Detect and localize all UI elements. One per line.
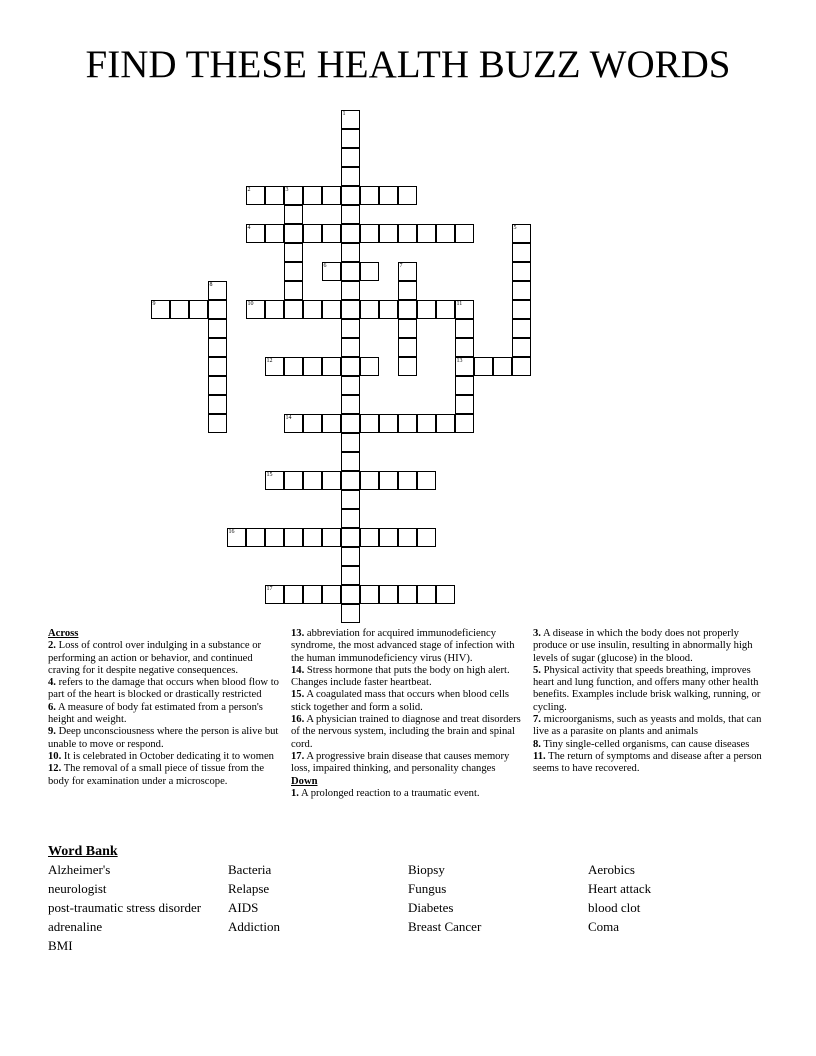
word-bank-item: Aerobics bbox=[588, 862, 635, 877]
crossword-cell[interactable] bbox=[303, 471, 322, 490]
cell-number: 1 bbox=[342, 110, 346, 117]
crossword-cell[interactable] bbox=[398, 262, 417, 281]
clue-number: 17. bbox=[291, 750, 305, 762]
crossword-cell[interactable] bbox=[322, 471, 341, 490]
clue-text: A disease in which the body does not properly produce or use insulin, resulting in abnormally high levels of sugar (glucose) in the blood. bbox=[533, 628, 753, 664]
crossword-cell[interactable] bbox=[379, 471, 398, 490]
page-title: FIND THESE HEALTH BUZZ WORDS bbox=[85, 43, 731, 86]
cell-number: 13 bbox=[456, 357, 463, 364]
crossword-cell[interactable] bbox=[398, 585, 417, 604]
crossword-cell[interactable] bbox=[398, 471, 417, 490]
crossword-cell[interactable] bbox=[208, 300, 227, 319]
word-bank-item: Heart attack bbox=[588, 881, 652, 896]
crossword-cell[interactable] bbox=[284, 357, 303, 376]
down-clue bbox=[533, 628, 768, 665]
crossword-cell[interactable] bbox=[284, 205, 303, 224]
crossword-cell[interactable] bbox=[360, 262, 379, 281]
word-bank-item: Biopsy bbox=[408, 862, 445, 877]
crossword-cell[interactable] bbox=[303, 528, 322, 547]
word-bank-item: Bacteria bbox=[228, 862, 272, 877]
crossword-cell[interactable] bbox=[493, 357, 512, 376]
down-clue bbox=[533, 739, 768, 751]
crossword-cell[interactable] bbox=[284, 224, 303, 243]
clue-text: microorganisms, such as yeasts and molds, that can live as a parasite on plants and animals bbox=[533, 714, 762, 738]
word-bank-item: Breast Cancer bbox=[408, 919, 482, 934]
word-bank-item: Diabetes bbox=[408, 900, 454, 915]
crossword-cell[interactable] bbox=[398, 414, 417, 433]
crossword-cell[interactable] bbox=[341, 243, 360, 262]
word-bank-item: Relapse bbox=[228, 881, 270, 896]
cell-number: 17 bbox=[266, 585, 273, 592]
clue-number: 12. bbox=[48, 763, 62, 775]
crossword-cell[interactable] bbox=[436, 300, 455, 319]
clue-number: 15. bbox=[291, 689, 305, 701]
clue-text: It is celebrated in October dedicating it to women bbox=[61, 750, 274, 762]
crossword-cell[interactable] bbox=[341, 338, 360, 357]
word-bank-item: Addiction bbox=[228, 919, 280, 934]
word-bank-item: neurologist bbox=[48, 881, 107, 896]
crossword-cell[interactable] bbox=[455, 338, 474, 357]
crossword-cell[interactable] bbox=[379, 528, 398, 547]
crossword-cell[interactable] bbox=[208, 281, 227, 300]
crossword-cell[interactable] bbox=[341, 528, 360, 547]
across-heading: Across bbox=[48, 628, 79, 639]
crossword-cell[interactable] bbox=[303, 357, 322, 376]
crossword-cell[interactable] bbox=[322, 224, 341, 243]
crossword-cell[interactable] bbox=[512, 243, 531, 262]
clue-text: A prolonged reaction to a traumatic event. bbox=[298, 787, 480, 799]
crossword-cell[interactable] bbox=[341, 395, 360, 414]
crossword-cell[interactable] bbox=[322, 528, 341, 547]
across-clue bbox=[48, 702, 280, 727]
word-bank-item: AIDS bbox=[228, 900, 259, 915]
word-bank-item: post-traumatic stress disorder bbox=[48, 900, 202, 915]
crossword-cell[interactable] bbox=[512, 262, 531, 281]
crossword-cell[interactable] bbox=[360, 300, 379, 319]
down-clue bbox=[291, 788, 529, 800]
crossword-cell[interactable] bbox=[512, 224, 531, 243]
across-clue bbox=[291, 628, 529, 665]
crossword-cell[interactable] bbox=[284, 186, 303, 205]
cell-number: 4 bbox=[247, 224, 251, 231]
down-clue bbox=[533, 714, 768, 739]
down-clue bbox=[533, 751, 768, 776]
clue-number: 14. bbox=[291, 664, 305, 676]
clue-number: 6. bbox=[48, 701, 56, 713]
down-heading: Down bbox=[291, 775, 318, 787]
across-clue bbox=[291, 751, 529, 776]
crossword-cell[interactable] bbox=[474, 357, 493, 376]
clue-text: abbreviation for acquired immunodeficiency syndrome, the most advanced stage of infection with the human immunodeficiency virus (HIV). bbox=[291, 628, 515, 664]
crossword-cell[interactable] bbox=[265, 186, 284, 205]
crossword-cell[interactable] bbox=[322, 262, 341, 281]
clue-number: 13. bbox=[291, 628, 305, 639]
crossword-cell[interactable] bbox=[208, 395, 227, 414]
crossword-cell[interactable] bbox=[360, 528, 379, 547]
crossword-cell[interactable] bbox=[455, 357, 474, 376]
word-bank-item: blood clot bbox=[588, 900, 641, 915]
crossword-cell[interactable] bbox=[379, 300, 398, 319]
crossword-cell[interactable] bbox=[246, 224, 265, 243]
crossword-cell[interactable] bbox=[341, 281, 360, 300]
crossword-cell[interactable] bbox=[284, 243, 303, 262]
crossword-cell[interactable] bbox=[303, 224, 322, 243]
cell-number: 14 bbox=[285, 414, 292, 421]
crossword-cell[interactable] bbox=[512, 300, 531, 319]
crossword-cell[interactable] bbox=[284, 281, 303, 300]
crossword-cell[interactable] bbox=[208, 376, 227, 395]
cell-number: 8 bbox=[209, 281, 213, 288]
crossword-cell[interactable] bbox=[512, 281, 531, 300]
clue-number: 11. bbox=[533, 750, 546, 762]
crossword-cell[interactable] bbox=[265, 585, 284, 604]
crossword-cell[interactable] bbox=[436, 224, 455, 243]
down-clue bbox=[533, 665, 768, 714]
cell-number: 7 bbox=[399, 262, 403, 269]
clue-number: 9. bbox=[48, 726, 56, 738]
across-clue bbox=[48, 751, 280, 763]
crossword-cell[interactable] bbox=[512, 319, 531, 338]
crossword-cell[interactable] bbox=[417, 471, 436, 490]
crossword-cell[interactable] bbox=[341, 604, 360, 623]
cell-number: 2 bbox=[247, 186, 251, 193]
crossword-cell[interactable] bbox=[341, 433, 360, 452]
clue-text: A measure of body fat estimated from a person's height and weight. bbox=[48, 701, 263, 726]
crossword-cell[interactable] bbox=[417, 414, 436, 433]
clue-text: Tiny single-celled organisms, can cause diseases bbox=[540, 738, 750, 750]
clues-column-1 bbox=[48, 628, 280, 788]
crossword-cell[interactable] bbox=[341, 357, 360, 376]
crossword-cell[interactable] bbox=[341, 585, 360, 604]
crossword-cell[interactable] bbox=[284, 471, 303, 490]
cell-number: 12 bbox=[266, 357, 273, 364]
crossword-cell[interactable] bbox=[360, 357, 379, 376]
word-bank-item: BMI bbox=[48, 938, 73, 953]
word-bank-item: Fungus bbox=[408, 881, 447, 896]
cell-number: 11 bbox=[456, 300, 463, 307]
crossword-cell[interactable] bbox=[436, 585, 455, 604]
crossword-cell[interactable] bbox=[208, 357, 227, 376]
crossword-cell[interactable] bbox=[265, 471, 284, 490]
crossword-cell[interactable] bbox=[322, 357, 341, 376]
crossword-cell[interactable] bbox=[208, 319, 227, 338]
crossword-cell[interactable] bbox=[227, 528, 246, 547]
crossword-cell[interactable] bbox=[246, 300, 265, 319]
crossword-cell[interactable] bbox=[360, 224, 379, 243]
clue-text: The removal of a small piece of tissue from the body for examination under a microscope. bbox=[48, 763, 265, 787]
crossword-cell[interactable] bbox=[303, 186, 322, 205]
crossword-cell[interactable] bbox=[151, 300, 170, 319]
word-bank-item: Alzheimer's bbox=[48, 862, 111, 877]
crossword-cell[interactable] bbox=[246, 528, 265, 547]
crossword-cell[interactable] bbox=[341, 300, 360, 319]
word-bank-title: Word Bank bbox=[48, 844, 118, 859]
crossword-cell[interactable] bbox=[360, 414, 379, 433]
crossword-cell[interactable] bbox=[265, 300, 284, 319]
crossword-cell[interactable] bbox=[379, 224, 398, 243]
crossword-cell[interactable] bbox=[265, 224, 284, 243]
crossword-cell[interactable] bbox=[455, 395, 474, 414]
crossword-cell[interactable] bbox=[360, 471, 379, 490]
crossword-cell[interactable] bbox=[170, 300, 189, 319]
clue-number: 10. bbox=[48, 750, 62, 762]
clues-column-3 bbox=[533, 628, 768, 776]
crossword-cell[interactable] bbox=[284, 528, 303, 547]
crossword-cell[interactable] bbox=[341, 110, 360, 129]
crossword-cell[interactable] bbox=[284, 585, 303, 604]
word-bank-item: adrenaline bbox=[48, 919, 103, 934]
crossword-cell[interactable] bbox=[246, 186, 265, 205]
crossword-cell[interactable] bbox=[341, 547, 360, 566]
clue-number: 1. bbox=[291, 787, 299, 799]
crossword-cell[interactable] bbox=[284, 262, 303, 281]
crossword-cell[interactable] bbox=[512, 338, 531, 357]
crossword-cell[interactable] bbox=[417, 300, 436, 319]
clue-number: 8. bbox=[533, 738, 541, 750]
word-bank-item: Coma bbox=[588, 919, 620, 934]
crossword-cell[interactable] bbox=[341, 224, 360, 243]
crossword-cell[interactable] bbox=[455, 319, 474, 338]
clue-text: refers to the damage that occurs when blood flow to part of the heart is blocked or drastically restricted bbox=[48, 677, 279, 701]
crossword-cell[interactable] bbox=[398, 300, 417, 319]
across-clue bbox=[291, 714, 529, 751]
crossword-cell[interactable] bbox=[341, 452, 360, 471]
clue-number: 3. bbox=[533, 628, 541, 639]
clue-number: 16. bbox=[291, 714, 305, 726]
crossword-cell[interactable] bbox=[398, 528, 417, 547]
cell-number: 5 bbox=[513, 224, 517, 231]
crossword-cell[interactable] bbox=[417, 528, 436, 547]
clues-column-2 bbox=[291, 628, 529, 800]
crossword-cell[interactable] bbox=[398, 281, 417, 300]
cell-number: 10 bbox=[247, 300, 254, 307]
across-clue bbox=[291, 689, 529, 714]
crossword-cell[interactable] bbox=[341, 471, 360, 490]
cell-number: 16 bbox=[228, 528, 235, 535]
clue-number: 7. bbox=[533, 714, 541, 726]
across-clue bbox=[48, 677, 280, 702]
clue-text: The return of symptoms and disease after a person seems to have recovered. bbox=[533, 750, 762, 775]
crossword-cell[interactable] bbox=[341, 509, 360, 528]
crossword-cell[interactable] bbox=[398, 338, 417, 357]
cell-number: 6 bbox=[323, 262, 327, 269]
clue-number: 5. bbox=[533, 664, 541, 676]
crossword-cell[interactable] bbox=[341, 319, 360, 338]
cell-number: 9 bbox=[152, 300, 156, 307]
crossword-cell[interactable] bbox=[341, 167, 360, 186]
clue-text: A progressive brain disease that causes memory loss, impaired thinking, and personality changes bbox=[291, 750, 510, 775]
crossword-cell[interactable] bbox=[436, 414, 455, 433]
crossword-cell[interactable] bbox=[417, 224, 436, 243]
crossword-cell[interactable] bbox=[360, 186, 379, 205]
crossword-cell[interactable] bbox=[379, 414, 398, 433]
crossword-cell[interactable] bbox=[379, 585, 398, 604]
cell-number: 3 bbox=[285, 186, 289, 193]
clue-text: Stress hormone that puts the body on high alert. Changes include faster heartbeat. bbox=[291, 664, 510, 689]
clue-number: 2. bbox=[48, 640, 56, 652]
crossword-cell[interactable] bbox=[265, 528, 284, 547]
across-clue bbox=[48, 763, 280, 788]
across-clue bbox=[48, 640, 280, 677]
clue-number: 4. bbox=[48, 677, 56, 689]
crossword-cell[interactable] bbox=[284, 414, 303, 433]
crossword-cell[interactable] bbox=[265, 357, 284, 376]
crossword-cell[interactable] bbox=[303, 585, 322, 604]
crossword-cell[interactable] bbox=[512, 357, 531, 376]
clue-text: Deep unconsciousness where the person is alive but unable to move or respond. bbox=[48, 726, 279, 750]
crossword-cell[interactable] bbox=[322, 186, 341, 205]
crossword-cell[interactable] bbox=[341, 414, 360, 433]
crossword-cell[interactable] bbox=[341, 148, 360, 167]
crossword-cell[interactable] bbox=[341, 490, 360, 509]
clue-text: A coagulated mass that occurs when blood cells stick together and form a solid. bbox=[291, 689, 510, 713]
crossword-cell[interactable] bbox=[322, 300, 341, 319]
clue-text: A physician trained to diagnose and treat disorders of the nervous system, including the brain and spinal cord. bbox=[291, 714, 521, 750]
cell-number: 15 bbox=[266, 471, 273, 478]
crossword-cell[interactable] bbox=[398, 319, 417, 338]
crossword-cell[interactable] bbox=[341, 186, 360, 205]
crossword-cell[interactable] bbox=[398, 186, 417, 205]
crossword-cell[interactable] bbox=[417, 585, 436, 604]
crossword-cell[interactable] bbox=[455, 224, 474, 243]
across-clue bbox=[48, 726, 280, 751]
crossword-cell[interactable] bbox=[208, 414, 227, 433]
crossword-cell[interactable] bbox=[341, 129, 360, 148]
clue-text: Loss of control over indulging in a substance or performing an action or behavior, and continued craving for it despite negative consequences. bbox=[48, 640, 262, 676]
crossword-cell[interactable] bbox=[322, 414, 341, 433]
crossword-cell[interactable] bbox=[379, 186, 398, 205]
crossword-cell[interactable] bbox=[341, 205, 360, 224]
across-clue bbox=[291, 665, 529, 690]
crossword-cell[interactable] bbox=[341, 262, 360, 281]
crossword-cell[interactable] bbox=[303, 300, 322, 319]
crossword-cell[interactable] bbox=[208, 338, 227, 357]
crossword-cell[interactable] bbox=[398, 357, 417, 376]
clue-text: Physical activity that speeds breathing, improves heart and lung function, and offers many other health benefits. Examples include brisk walking, running, or cycling. bbox=[533, 664, 761, 713]
crossword-cell[interactable] bbox=[455, 300, 474, 319]
crossword-cell[interactable] bbox=[322, 585, 341, 604]
crossword-cell[interactable] bbox=[303, 414, 322, 433]
crossword-cell[interactable] bbox=[341, 566, 360, 585]
crossword-cell[interactable] bbox=[398, 224, 417, 243]
crossword-cell[interactable] bbox=[360, 585, 379, 604]
crossword-cell[interactable] bbox=[455, 414, 474, 433]
crossword-cell[interactable] bbox=[455, 376, 474, 395]
crossword-cell[interactable] bbox=[341, 376, 360, 395]
crossword-cell[interactable] bbox=[284, 300, 303, 319]
crossword-cell[interactable] bbox=[189, 300, 208, 319]
